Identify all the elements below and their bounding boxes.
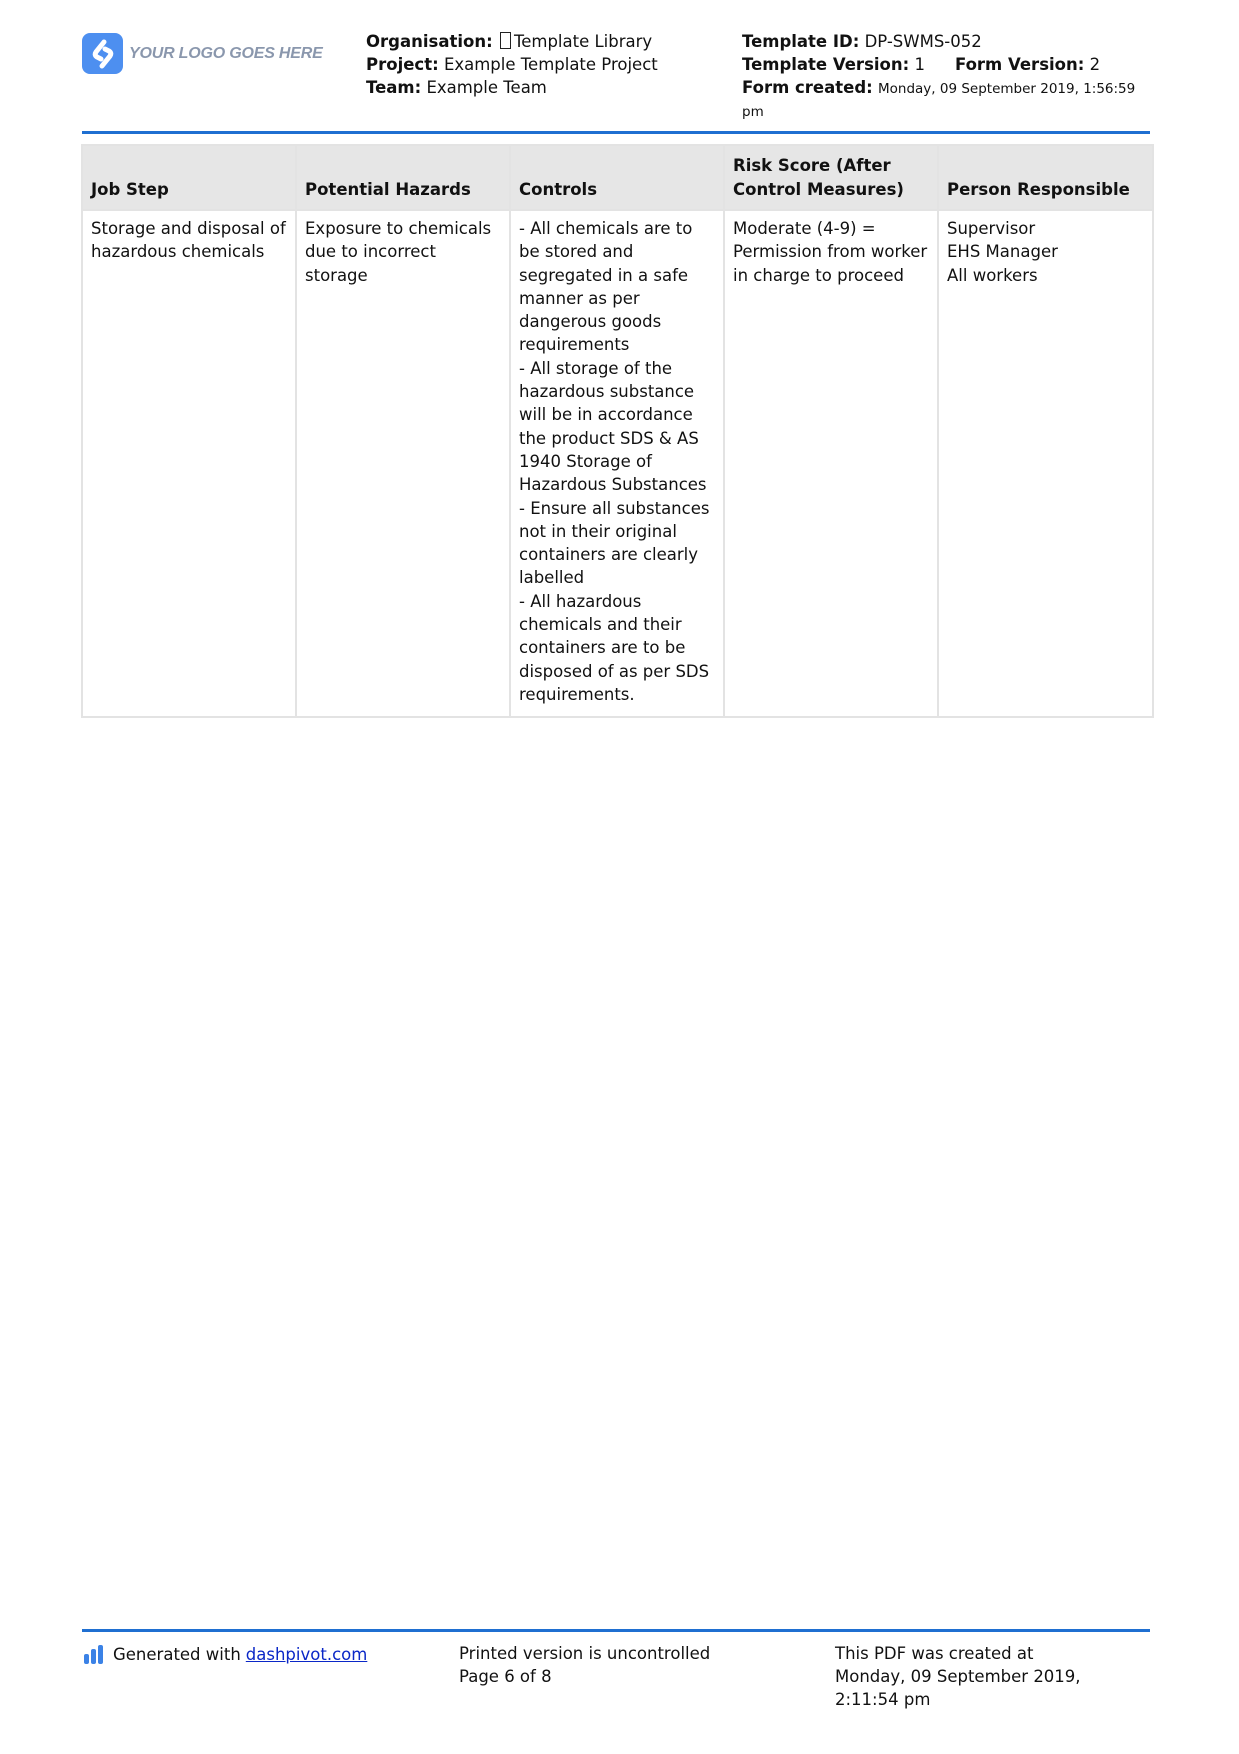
table-row [82, 210, 1153, 717]
responsible-item: EHS Manager [947, 242, 1058, 262]
template-id-line [742, 30, 1135, 53]
table-header-row [82, 145, 1153, 210]
col-controls: Controls [510, 145, 724, 210]
header-divider [82, 131, 1150, 134]
organisation-value: Template Library [513, 32, 653, 51]
control-item: - All storage of the hazardous substance will be in accordance the product SDS & AS 1940 Storage of Hazardous Substances [519, 358, 707, 495]
form-created-value-wrap: pm [742, 104, 764, 120]
form-version-label: Form Version: [954, 55, 1085, 74]
team-value: Example Team [426, 78, 547, 97]
cell-hazards: Exposure to chemicals due to incorrect storage [296, 210, 510, 717]
uncontrolled-notice: Printed version is uncontrolled [459, 1644, 711, 1663]
cell-job-step: Storage and disposal of hazardous chemicals [82, 210, 296, 717]
col-risk-score: Risk Score (After Control Measures) [724, 145, 938, 210]
page-number: Page 6 of 8 [459, 1667, 552, 1686]
responsible-item: All workers [947, 265, 1038, 285]
team-line [366, 76, 658, 99]
control-item: - All hazardous chemicals and their containers are to be disposed of as per SDS requirements. [519, 591, 710, 704]
created-line-1: This PDF was created at [835, 1644, 1034, 1663]
company-logo [82, 33, 323, 74]
organisation-line [366, 30, 658, 53]
team-label: Team: [366, 78, 422, 97]
form-created-value: Monday, 09 September 2019, 1:56:59 [878, 81, 1136, 97]
header-project-info [366, 30, 658, 99]
template-version-label: Template Version: [742, 55, 910, 74]
created-line-2: Monday, 09 September 2019, [835, 1667, 1081, 1686]
version-line [742, 53, 1135, 76]
generated-prefix: Generated with [113, 1645, 241, 1664]
organisation-label: Organisation: [366, 32, 493, 51]
cell-controls [510, 210, 724, 717]
col-potential-hazards: Potential Hazards [296, 145, 510, 210]
created-line-3: 2:11:54 pm [835, 1690, 931, 1709]
col-person-responsible: Person Responsible [938, 145, 1153, 210]
form-created-label: Form created: [742, 78, 873, 97]
footer-divider [82, 1629, 1150, 1632]
project-value: Example Template Project [443, 55, 658, 74]
missing-glyph-icon [500, 32, 511, 49]
footer-generated [84, 1643, 367, 1666]
control-item: - Ensure all substances not in their original containers are clearly labelled [519, 498, 710, 588]
footer-created [835, 1642, 1081, 1711]
footer-page-info [459, 1642, 710, 1688]
project-line [366, 53, 658, 76]
template-id-label: Template ID: [742, 32, 860, 51]
col-job-step: Job Step [82, 145, 296, 210]
logo-text: YOUR LOGO GOES HERE [129, 44, 323, 62]
template-version-value: 1 [914, 55, 925, 74]
form-version-value: 2 [1089, 55, 1101, 74]
header-template-info [742, 30, 1135, 124]
project-label: Project: [366, 55, 439, 74]
control-item: - All chemicals are to be stored and segregated in a safe manner as per dangerous goods requirements [519, 219, 693, 355]
responsible-item: Supervisor [947, 219, 1036, 238]
cell-risk-score: Moderate (4-9) = Permission from worker in charge to proceed [724, 210, 938, 717]
template-id-value: DP-SWMS-052 [864, 32, 982, 51]
form-created-line [742, 76, 1135, 101]
logo-mark-icon [82, 33, 123, 74]
swms-table [81, 144, 1154, 718]
cell-responsible [938, 210, 1153, 717]
dashpivot-logo-icon [84, 1645, 105, 1664]
dashpivot-link[interactable]: dashpivot.com [245, 1645, 368, 1664]
